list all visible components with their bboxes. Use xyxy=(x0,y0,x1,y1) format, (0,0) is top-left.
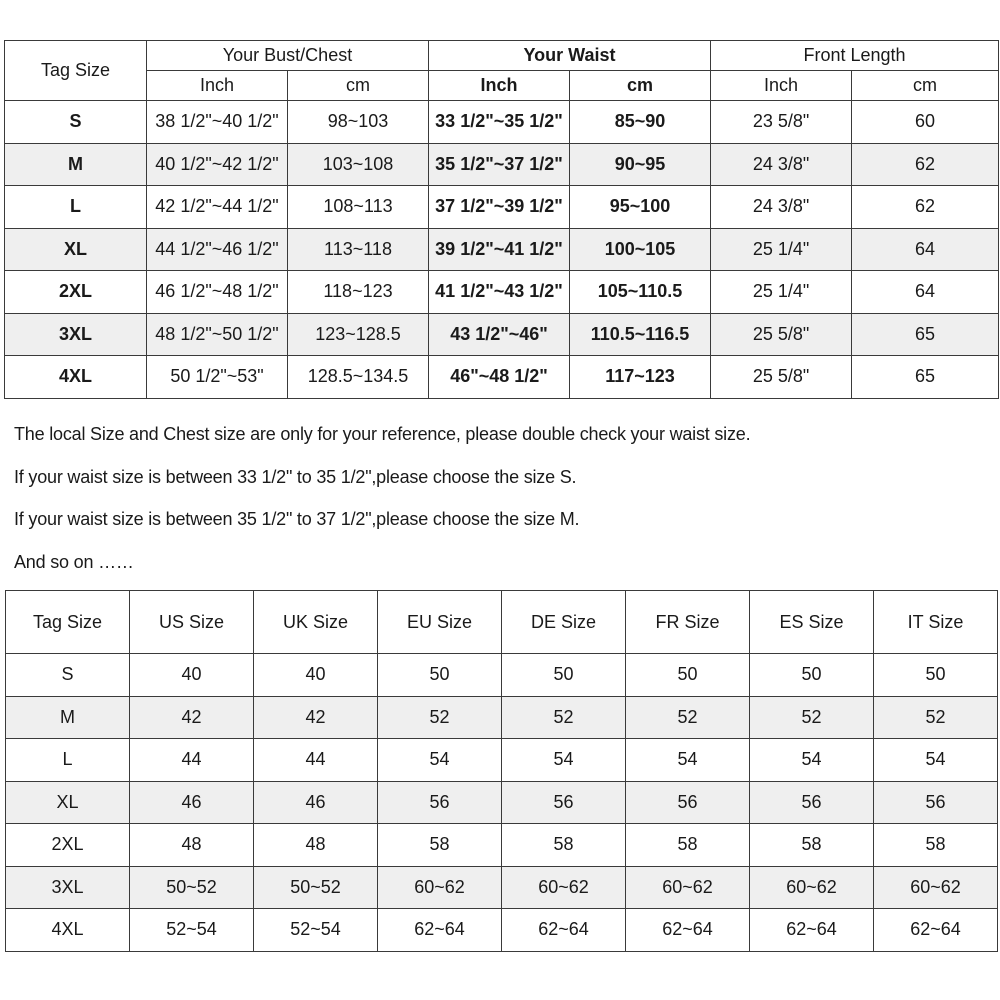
conversion-table-row xyxy=(6,866,998,909)
length-cm-cell: 64 xyxy=(852,271,999,314)
waist-inch-cell: 37 1/2"~39 1/2" xyxy=(429,186,570,229)
bust-cm-cell: 123~128.5 xyxy=(288,313,429,356)
conversion-cell: 56 xyxy=(874,781,998,824)
conversion-cell: 48 xyxy=(254,824,378,867)
conversion-table-header-row xyxy=(6,591,998,654)
length-inch-cell: 25 5/8" xyxy=(711,313,852,356)
conversion-cell: 58 xyxy=(874,824,998,867)
conversion-table-row xyxy=(6,696,998,739)
conversion-cell: 40 xyxy=(254,654,378,697)
conversion-cell: 54 xyxy=(874,739,998,782)
conversion-cell: 4XL xyxy=(6,909,130,952)
bust-inch-cell: 40 1/2"~42 1/2" xyxy=(147,143,288,186)
size-table-row xyxy=(5,101,999,144)
conversion-cell: 46 xyxy=(130,781,254,824)
waist-cm-cell: 100~105 xyxy=(570,228,711,271)
size-table-row xyxy=(5,356,999,399)
conversion-cell: 50 xyxy=(378,654,502,697)
conversion-cell: 60~62 xyxy=(502,866,626,909)
tag-size-cell: S xyxy=(5,101,147,144)
conversion-table-row xyxy=(6,909,998,952)
conversion-cell: 58 xyxy=(502,824,626,867)
size-conversion-table xyxy=(5,590,998,952)
conversion-cell: 58 xyxy=(750,824,874,867)
tag-size-cell: M xyxy=(5,143,147,186)
waist-cm-cell: 117~123 xyxy=(570,356,711,399)
conversion-cell: 54 xyxy=(626,739,750,782)
conversion-cell: 52 xyxy=(874,696,998,739)
conversion-table-row xyxy=(6,824,998,867)
conversion-cell: 44 xyxy=(130,739,254,782)
waist-cm-cell: 90~95 xyxy=(570,143,711,186)
conversion-cell: 52~54 xyxy=(130,909,254,952)
conversion-cell: 62~64 xyxy=(874,909,998,952)
conversion-cell: 3XL xyxy=(6,866,130,909)
conversion-header-cell: Tag Size xyxy=(6,591,130,654)
waist-inch-cell: 43 1/2"~46" xyxy=(429,313,570,356)
bust-cm-cell: 118~123 xyxy=(288,271,429,314)
tag-size-cell: L xyxy=(5,186,147,229)
conversion-cell: 50 xyxy=(874,654,998,697)
note-line: If your waist size is between 35 1/2" to 37 1/2",please choose the size M. xyxy=(14,509,580,529)
tag-size-cell: XL xyxy=(5,228,147,271)
conversion-cell: 54 xyxy=(378,739,502,782)
waist-inch-cell: 46"~48 1/2" xyxy=(429,356,570,399)
bust-cm-cell: 128.5~134.5 xyxy=(288,356,429,399)
conversion-cell: 56 xyxy=(378,781,502,824)
length-inch-cell: 25 5/8" xyxy=(711,356,852,399)
conversion-cell: 62~64 xyxy=(626,909,750,952)
tag-size-cell: 2XL xyxy=(5,271,147,314)
waist-inch-cell: 33 1/2"~35 1/2" xyxy=(429,101,570,144)
length-cm-cell: 65 xyxy=(852,313,999,356)
bust-cm-cell: 113~118 xyxy=(288,228,429,271)
conversion-table-row xyxy=(6,739,998,782)
conversion-cell: 50~52 xyxy=(254,866,378,909)
conversion-header-cell: IT Size xyxy=(874,591,998,654)
waist-header: Your Waist xyxy=(429,41,711,71)
length-cm-cell: 64 xyxy=(852,228,999,271)
conversion-cell: 60~62 xyxy=(626,866,750,909)
length-cm-cell: 62 xyxy=(852,186,999,229)
conversion-cell: 52~54 xyxy=(254,909,378,952)
bust-cm-cell: 108~113 xyxy=(288,186,429,229)
length-inch-cell: 25 1/4" xyxy=(711,271,852,314)
bust-inch-cell: 50 1/2"~53" xyxy=(147,356,288,399)
length-cm-cell: 62 xyxy=(852,143,999,186)
waist-inch-cell: 35 1/2"~37 1/2" xyxy=(429,143,570,186)
front-length-header: Front Length xyxy=(711,41,999,71)
conversion-cell: 56 xyxy=(750,781,874,824)
length-inch-header: Inch xyxy=(711,71,852,101)
size-table-row xyxy=(5,228,999,271)
conversion-cell: 60~62 xyxy=(874,866,998,909)
size-table-row xyxy=(5,143,999,186)
bust-cm-cell: 98~103 xyxy=(288,101,429,144)
bust-inch-header: Inch xyxy=(147,71,288,101)
conversion-cell: M xyxy=(6,696,130,739)
tag-size-cell: 4XL xyxy=(5,356,147,399)
note-line: If your waist size is between 33 1/2" to 35 1/2",please choose the size S. xyxy=(14,466,577,487)
conversion-cell: 48 xyxy=(130,824,254,867)
conversion-cell: 52 xyxy=(626,696,750,739)
size-table-unit-row xyxy=(5,71,999,101)
bust-inch-cell: 44 1/2"~46 1/2" xyxy=(147,228,288,271)
conversion-cell: 50 xyxy=(750,654,874,697)
conversion-cell: 42 xyxy=(130,696,254,739)
length-cm-cell: 60 xyxy=(852,101,999,144)
conversion-cell: 46 xyxy=(254,781,378,824)
conversion-header-cell: US Size xyxy=(130,591,254,654)
conversion-cell: 62~64 xyxy=(378,909,502,952)
conversion-cell: 52 xyxy=(750,696,874,739)
note-line: The local Size and Chest size are only for your reference, please double check your waist size. xyxy=(14,424,751,444)
bust-inch-cell: 46 1/2"~48 1/2" xyxy=(147,271,288,314)
bust-inch-cell: 48 1/2"~50 1/2" xyxy=(147,313,288,356)
bust-cm-cell: 103~108 xyxy=(288,143,429,186)
conversion-cell: 42 xyxy=(254,696,378,739)
conversion-cell: 2XL xyxy=(6,824,130,867)
conversion-cell: 50~52 xyxy=(130,866,254,909)
waist-inch-cell: 41 1/2"~43 1/2" xyxy=(429,271,570,314)
length-cm-cell: 65 xyxy=(852,356,999,399)
conversion-header-cell: FR Size xyxy=(626,591,750,654)
conversion-cell: 56 xyxy=(502,781,626,824)
waist-inch-cell: 39 1/2"~41 1/2" xyxy=(429,228,570,271)
length-inch-cell: 25 1/4" xyxy=(711,228,852,271)
size-table-row xyxy=(5,186,999,229)
length-cm-header: cm xyxy=(852,71,999,101)
size-table xyxy=(4,40,999,399)
length-inch-cell: 24 3/8" xyxy=(711,186,852,229)
conversion-cell: 58 xyxy=(378,824,502,867)
conversion-table-row xyxy=(6,781,998,824)
conversion-cell: 50 xyxy=(502,654,626,697)
bust-cm-header: cm xyxy=(288,71,429,101)
conversion-cell: 50 xyxy=(626,654,750,697)
conversion-cell: 54 xyxy=(502,739,626,782)
waist-cm-cell: 85~90 xyxy=(570,101,711,144)
conversion-cell: 56 xyxy=(626,781,750,824)
length-inch-cell: 23 5/8" xyxy=(711,101,852,144)
size-table-row xyxy=(5,313,999,356)
conversion-cell: 44 xyxy=(254,739,378,782)
conversion-table-row xyxy=(6,654,998,697)
bust-header: Your Bust/Chest xyxy=(147,41,429,71)
conversion-cell: 60~62 xyxy=(378,866,502,909)
conversion-cell: 52 xyxy=(378,696,502,739)
waist-cm-cell: 105~110.5 xyxy=(570,271,711,314)
size-table-header-row xyxy=(5,41,999,71)
conversion-cell: 52 xyxy=(502,696,626,739)
note-line: And so on …… xyxy=(14,551,134,572)
length-inch-cell: 24 3/8" xyxy=(711,143,852,186)
size-notes xyxy=(14,420,984,590)
size-table-row xyxy=(5,271,999,314)
conversion-cell: 58 xyxy=(626,824,750,867)
bust-inch-cell: 42 1/2"~44 1/2" xyxy=(147,186,288,229)
conversion-header-cell: UK Size xyxy=(254,591,378,654)
waist-cm-cell: 110.5~116.5 xyxy=(570,313,711,356)
conversion-cell: S xyxy=(6,654,130,697)
conversion-header-cell: EU Size xyxy=(378,591,502,654)
conversion-cell: 54 xyxy=(750,739,874,782)
conversion-cell: XL xyxy=(6,781,130,824)
waist-cm-cell: 95~100 xyxy=(570,186,711,229)
tag-size-cell: 3XL xyxy=(5,313,147,356)
conversion-header-cell: DE Size xyxy=(502,591,626,654)
conversion-cell: 62~64 xyxy=(750,909,874,952)
conversion-cell: 40 xyxy=(130,654,254,697)
conversion-header-cell: ES Size xyxy=(750,591,874,654)
waist-inch-header: Inch xyxy=(429,71,570,101)
waist-cm-header: cm xyxy=(570,71,711,101)
conversion-cell: 62~64 xyxy=(502,909,626,952)
conversion-cell: 60~62 xyxy=(750,866,874,909)
conversion-cell: L xyxy=(6,739,130,782)
tag-size-header: Tag Size xyxy=(5,41,147,101)
bust-inch-cell: 38 1/2"~40 1/2" xyxy=(147,101,288,144)
